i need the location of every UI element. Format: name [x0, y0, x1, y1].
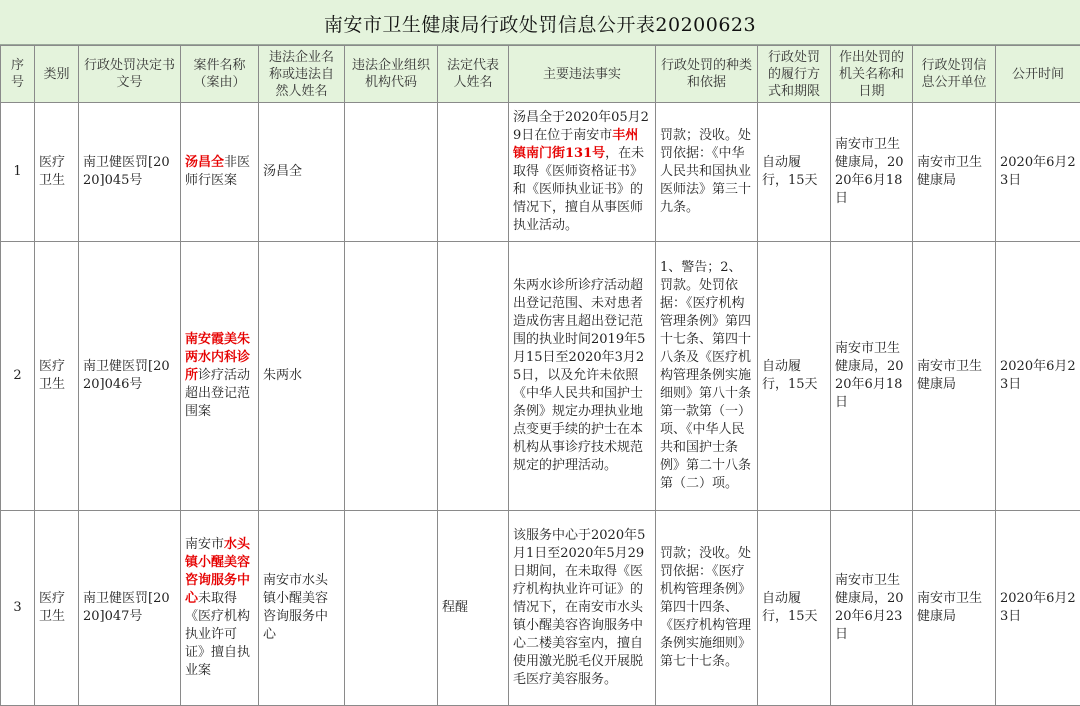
cell-case-name	[181, 103, 259, 242]
table-title: 南安市卫生健康局行政处罚信息公开表20200623	[0, 10, 1080, 37]
cell-publisher: 南安市卫生健康局	[913, 103, 996, 242]
case-name-highlight: 汤昌全	[185, 155, 224, 170]
facts-highlight: 丰州镇南门街131号	[513, 128, 638, 161]
facts-text-end: ，在未取得《医师资格证书》和《医师执业证书》的情况下，擅自从事医师执业活动。	[513, 146, 644, 233]
cell-publisher: 南安市卫生健康局	[913, 242, 996, 511]
cell-doc-no: 南卫健医罚[2020]045号	[79, 103, 181, 242]
cell-case-name	[181, 242, 259, 511]
header-case-name: 案件名称（案由）	[181, 46, 259, 103]
header-category: 类别	[35, 46, 79, 103]
cell-pub-time: 2020年6月23日	[996, 103, 1080, 242]
cell-publisher: 南安市卫生健康局	[913, 511, 996, 706]
cell-penalty: 罚款；没收。处罚依据：《医疗机构管理条例》第四十四条、《医疗机构管理条例实施细则》第七十七条。	[656, 511, 758, 706]
cell-facts: 朱两水诊所诊疗活动超出登记范围、未对患者造成伤害且超出登记范围的执业时间2019年5月15日至2020年3月25日，以及允许未依照《中华人民共和国护士条例》规定办理执业地点变更手续的护士在本机构从事诊疗技术规范规定的护理活动。	[509, 242, 656, 511]
header-doc-no: 行政处罚决定书文号	[79, 46, 181, 103]
cell-pub-time: 2020年6月23日	[996, 511, 1080, 706]
header-execution: 行政处罚的履行方式和期限	[758, 46, 831, 103]
cell-authority: 南安市卫生健康局，2020年6月18日	[831, 242, 913, 511]
cell-category: 医疗卫生	[35, 511, 79, 706]
cell-party: 南安市水头镇小醒美容咨询服务中心	[259, 511, 345, 706]
table-title-bar	[0, 0, 1080, 45]
cell-org-code	[345, 511, 438, 706]
cell-authority: 南安市卫生健康局，2020年6月18日	[831, 103, 913, 242]
case-name-text: 未取得《医疗机构执业许可证》擅自执业案	[185, 591, 250, 678]
cell-party: 汤昌全	[259, 103, 345, 242]
cell-execution: 自动履行，15天	[758, 103, 831, 242]
cell-legal-rep	[438, 242, 509, 511]
case-name-text: 诊疗活动超出登记范围案	[185, 368, 250, 419]
cell-org-code	[345, 103, 438, 242]
cell-penalty: 罚款；没收。处罚依据：《中华人民共和国执业医师法》第三十九条。	[656, 103, 758, 242]
header-pub-time: 公开时间	[996, 46, 1080, 103]
facts-text: 汤昌全于2020年05月29日在位于南安市	[513, 110, 649, 143]
cell-case-name	[181, 511, 259, 706]
penalty-table	[0, 45, 1080, 706]
header-row	[1, 46, 1080, 103]
cell-penalty: 1、警告；2、罚款。处罚依据：《医疗机构管理条例》第四十七条、第四十八条及《医疗机构管理条例实施细则》第八十条第一款第（一）项、《中华人民共和国护士条例》第二十八条第（二）项。	[656, 242, 758, 511]
header-legal-rep: 法定代表人姓名	[438, 46, 509, 103]
cell-doc-no: 南卫健医罚[2020]047号	[79, 511, 181, 706]
cell-seq: 2	[1, 242, 35, 511]
cell-legal-rep	[438, 103, 509, 242]
header-org-code: 违法企业组织机构代码	[345, 46, 438, 103]
cell-party: 朱两水	[259, 242, 345, 511]
header-party: 违法企业名称或违法自然人姓名	[259, 46, 345, 103]
cell-category: 医疗卫生	[35, 103, 79, 242]
cell-category: 医疗卫生	[35, 242, 79, 511]
header-facts: 主要违法事实	[509, 46, 656, 103]
case-name-highlight: 南安霞美朱两水内科诊所	[185, 332, 250, 383]
case-name-prefix: 南安市	[185, 537, 224, 552]
header-penalty: 行政处罚的种类和依据	[656, 46, 758, 103]
cell-seq: 3	[1, 511, 35, 706]
cell-facts: 该服务中心于2020年5月1日至2020年5月29日期间，在未取得《医疗机构执业许可证》的情况下，在南安市水头镇小醒美容咨询服务中心二楼美容室内，擅自使用激光脱毛仪开展脱毛医疗美容服务。	[509, 511, 656, 706]
cell-pub-time: 2020年6月23日	[996, 242, 1080, 511]
cell-seq: 1	[1, 103, 35, 242]
cell-facts	[509, 103, 656, 242]
table-row	[1, 242, 1080, 511]
header-seq: 序号	[1, 46, 35, 103]
cell-org-code	[345, 242, 438, 511]
table-row	[1, 511, 1080, 706]
cell-execution: 自动履行，15天	[758, 242, 831, 511]
cell-execution: 自动履行，15天	[758, 511, 831, 706]
case-name-highlight: 水头镇小醒美容咨询服务中心	[185, 537, 250, 606]
header-publisher: 行政处罚信息公开单位	[913, 46, 996, 103]
cell-doc-no: 南卫健医罚[2020]046号	[79, 242, 181, 511]
table-row	[1, 103, 1080, 242]
header-authority: 作出处罚的机关名称和日期	[831, 46, 913, 103]
cell-authority: 南安市卫生健康局，2020年6月23日	[831, 511, 913, 706]
cell-legal-rep: 程醒	[438, 511, 509, 706]
case-name-text: 非医师行医案	[185, 155, 250, 188]
